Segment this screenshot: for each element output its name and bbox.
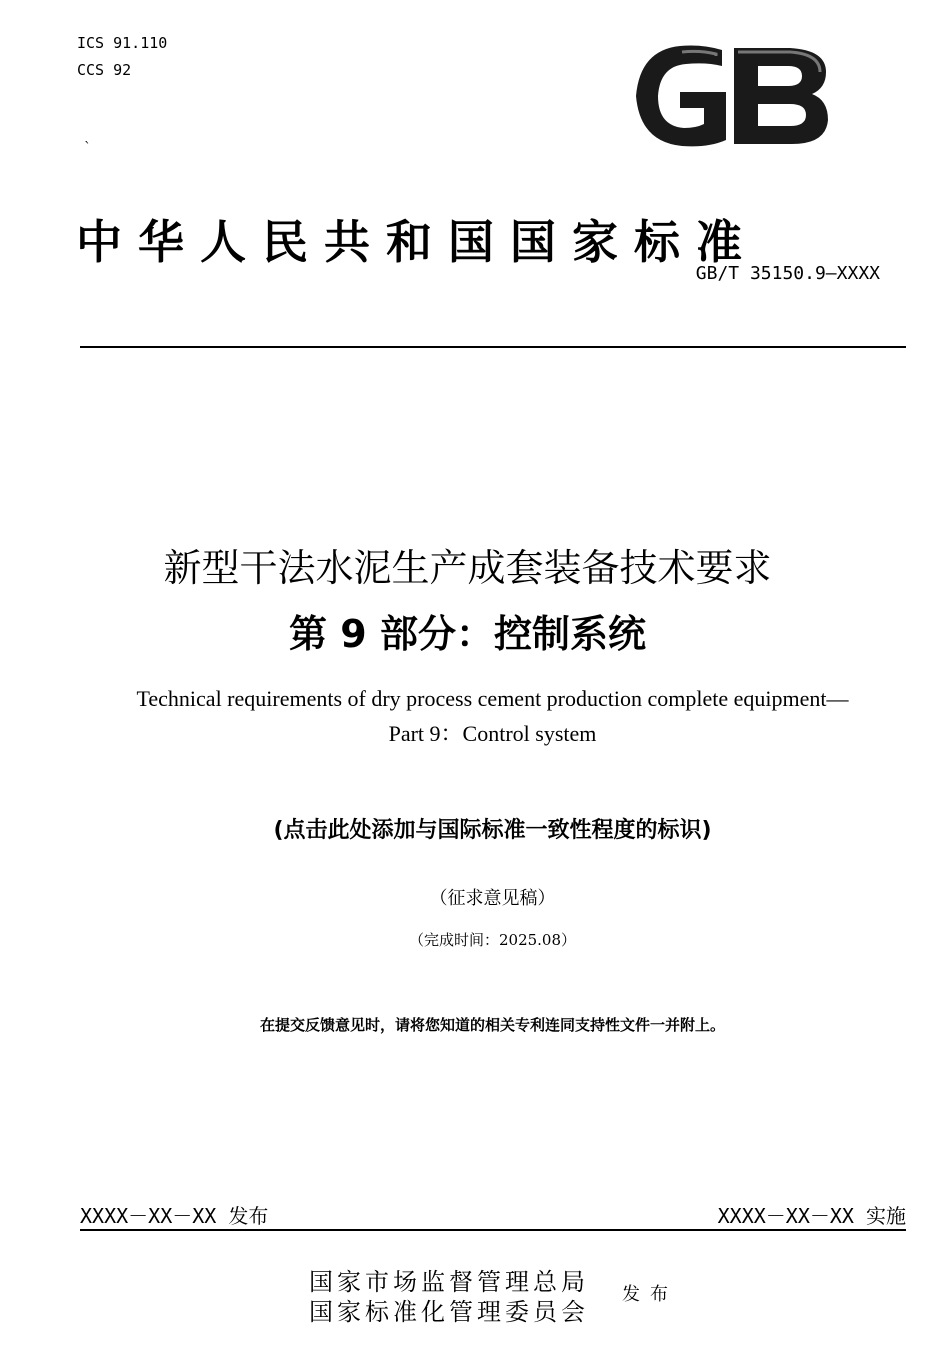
bottom-divider — [80, 1229, 906, 1231]
draft-label: （征求意见稿） — [429, 888, 556, 909]
chinese-title-line-2: 第 9 部分：控制系统 — [289, 612, 646, 656]
stray-mark: ` — [84, 140, 91, 156]
patent-notice: 在提交反馈意见时，请将您知道的相关专利连同支持性文件一并附上。 — [259, 1016, 725, 1034]
national-standard-heading: 中华人民共和国国家标准 — [76, 215, 758, 269]
ccs-code: CCS 92 — [77, 61, 132, 79]
chinese-title-line-1: 新型干法水泥生产成套装备技术要求 — [163, 546, 772, 590]
standard-number: GB/T 35150.9—XXXX — [695, 263, 880, 284]
issuer-sac: 国家标准化管理委员会 — [309, 1298, 589, 1326]
issue-label: 发布 — [622, 1284, 678, 1305]
issuer-samr: 国家市场监督管理总局 — [309, 1268, 589, 1296]
completion-time: （完成时间：2025.08） — [408, 931, 577, 949]
gb-logo-icon — [630, 44, 830, 148]
english-title-line-2: Part 9：Control system — [388, 721, 597, 746]
publish-date: XXXX－XX－XX 发布 — [80, 1204, 269, 1228]
top-divider — [80, 346, 906, 348]
implement-date: XXXX－XX－XX 实施 — [717, 1204, 906, 1228]
consistency-placeholder[interactable]: (点击此处添加与国际标准一致性程度的标识) — [273, 818, 712, 843]
ics-code: ICS 91.110 — [77, 34, 168, 52]
english-title-line-1: Technical requirements of dry process cement production complete equipment— — [136, 686, 849, 711]
